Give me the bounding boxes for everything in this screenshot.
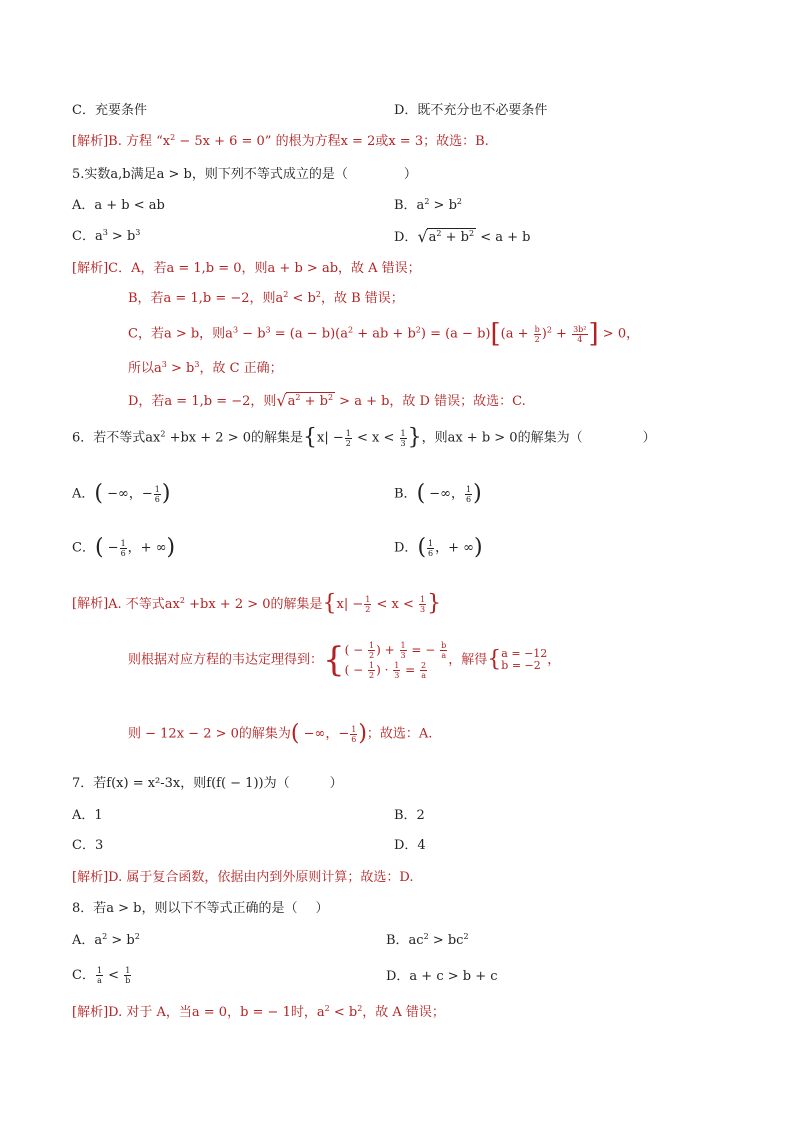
q5-analysis-line5: D，若a = 1,b = −2，则$√a^2 + b^2 > a + b$，故 D 错误；故选：C. [128,391,526,410]
q8-option-b: B．$ac^2 > bc^2$ [386,932,469,948]
q6-option-a: A．( −∞，− $\frac{1}{6}$ ) [72,481,171,506]
sqrt-expression: $a^2 + b^2$ [428,229,475,245]
q8-analysis: [解析]D. 对于 A，当a = 0，b = − 1时，$a^2 < b^2$，故 A 错误； [72,1004,445,1020]
q4-option-c: C．充要条件 [72,103,147,118]
q5-analysis-line1: [解析]C．A，若a = 1,b = 0，则a + b > ab，故 A 错误； [72,261,421,276]
q4-analysis [72,133,489,151]
q5-stem: 5.实数a,b满足a > b，则下列不等式成立的是（ ） [72,167,417,182]
q8-stem: 8．若a > b，则以下不等式正确的是（ ） [72,901,329,916]
q7-option-c: C．3 [72,838,104,853]
q5-option-c: C．$a^3 > b^3$ [72,228,141,244]
q5-option-b: B．$a^2 > b^2$ [394,197,462,213]
q4-option-d: D．既不充分也不必要条件 [394,103,548,118]
q6-analysis-line1: [解析]A. 不等式$ax^2 +bx + 2 > 0$的解集是{x| − $\frac{1}{2}$ < x < $\frac{1}{3}$ } [72,591,442,616]
q8-option-a: A．$a^2 > b^2$ [72,932,140,948]
q5-option-d: D．$√a^2 + b^2 < a + b$ [394,227,531,246]
q7-option-b: B．2 [394,808,425,823]
q8-option-d: D．a + c > b + c [386,969,498,984]
q8-option-c: C． $\frac{1}{a}$ < $\frac{1}{b}$ [72,966,131,985]
q7-stem: 7．若f(x) = x²-3x，则f(f( − 1))为（ ） [72,776,343,791]
q5-analysis-line4: 所以$a^3 > b^3$，故 C 正确； [128,360,283,376]
vieta-system: ( − $\frac{1}{2}$ ) + $\frac{1}{3}$ = − $\frac{b}{a}$ ( − $\frac{1}{2}$ ) · $\frac{1}{3}$ = $\frac{2}{a}$ [344,641,447,680]
q7-analysis: [解析]D. 属于复合函数，依据由内到外原则计算；故选：D. [72,870,414,885]
q6-option-d: D．( $\frac{1}{6}$ ，+ ∞) [394,535,483,560]
q6-analysis-line2: 则根据对应方程的韦达定理得到：{ ( − $\frac{1}{2}$ ) + $\frac{1}{3}$ = − $\frac{b}{a}$ ( − $\frac{1}{2}$ ) · $\frac{1}{3}$ = $\frac{2}{a}$ ，解得{ a = −12 b = −2 ， [128,640,561,680]
q5-option-a: A．a + b < ab [72,198,165,213]
q4-analysis-text: B. 方程 “$x^2 - 5x + 6 = 0$” 的根为方程x = 2或x = 3；故选：B. [108,133,489,149]
q6-analysis-line3: 则 − 12x − 2 > 0的解集为( −∞，− $\frac{1}{6}$ )；故选：A. [128,721,433,746]
q7-option-a: A．1 [72,808,103,823]
q5-analysis-line2: B，若a = 1,b = −2，则$a^2 < b^2$，故 B 错误； [128,290,404,306]
q6-stem: 6．若不等式$ax^2 +bx + 2 > 0$的解集是{x| − $\frac{1}{2}$ < x < $\frac{1}{3}$ }，则ax + b > 0的解集为（ ） [72,425,656,450]
analysis-tag: [解析] [72,134,109,149]
q6-option-b: B．( −∞， $\frac{1}{6}$ ) [394,481,482,506]
q7-option-d: D．4 [394,838,426,853]
q6-option-c: C．( − $\frac{1}{6}$ ，+ ∞) [72,535,176,560]
q5-analysis-line3: C，若a > b，则$a^3 - b^3 = (a - b)(a^2$ + ab + $b^2) = (a - b)[(a$ + $\frac{b}{2}$ )$^2$ + $\frac{\text{3b²}}{4}$ ] > 0， [128,319,640,349]
